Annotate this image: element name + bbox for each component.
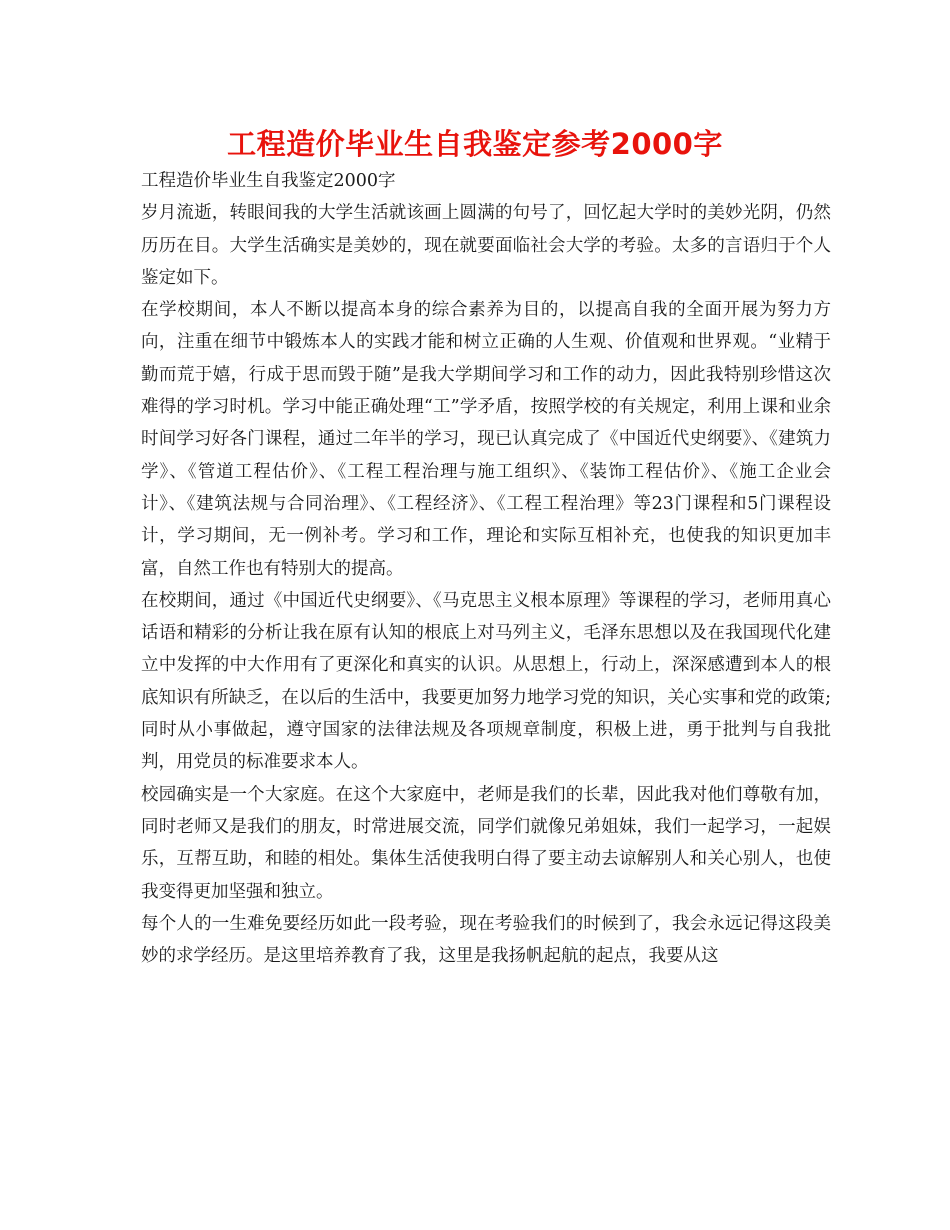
document-body [141,165,831,972]
paragraph-campus: 校园确实是一个大家庭。在这个大家庭中，老师是我们的长辈，因此我对他们尊敬有加，同时老师又是我们的朋友，时常进展交流，同学们就像兄弟姐妹，我们一起学习，一起娱乐，互帮互助，和睦的相处。集体生活使我明白得了要主动去谅解别人和关心别人，也使我变得更加坚强和独立。 [141,784,831,902]
paragraph-study: 在学校期间，本人不断以提高本身的综合素养为目的，以提高自我的全面开展为努力方向，注重在细节中锻炼本人的实践才能和树立正确的人生观、价值观和世界观。“业精于勤而荒于嬉，行成于思而毁于随”是我大学期间学习和工作的动力，因此我特别珍惜这次难得的学习时机。学习中能正确处理“工”学矛盾，按照学校的有关规定，利用上课和业余时间学习好各门课程，通过二年半的学习，现已认真完成了《中国近代史纲要》、《建筑力学》、《管道工程估价》、《工程工程治理与施工组织》、《装饰工程估价》、《施工企业会计》、《建筑法规与合同治理》、《工程经济》、《工程工程治理》等23门课程和5门课程设计，学习期间，无一例补考。学习和工作，理论和实际互相补充，也使我的知识更加丰富，自然工作也有特别大的提高。 [141,300,831,579]
document-title: 工程造价毕业生自我鉴定参考2000字 [227,127,723,161]
paragraph-intro: 岁月流逝，转眼间我的大学生活就该画上圆满的句号了，回忆起大学时的美妙光阴，仍然历历在目。大学生活确实是美妙的，现在就要面临社会大学的考验。太多的言语归于个人鉴定如下。 [141,203,831,288]
paragraph-closing: 每个人的一生难免要经历如此一段考验，现在考验我们的时候到了，我会永远记得这段美妙的求学经历。是这里培养教育了我，这里是我扬帆起航的起点，我要从这 [141,913,831,967]
subtitle-line: 工程造价毕业生自我鉴定2000字 [141,171,396,191]
paragraph-thought: 在校期间，通过《中国近代史纲要》、《马克思主义根本原理》等课程的学习，老师用真心话语和精彩的分析让我在原有认知的根底上对马列主义，毛泽东思想以及在我国现代化建立中发挥的中大作用有了更深化和真实的认识。从思想上，行动上，深深感遭到本人的根底知识有所缺乏，在以后的生活中，我要更加努力地学习党的知识，关心实事和党的政策;同时从小事做起，遵守国家的法律法规及各项规章制度，积极上进，勇于批判与自我批判，用党员的标准要求本人。 [141,590,831,773]
